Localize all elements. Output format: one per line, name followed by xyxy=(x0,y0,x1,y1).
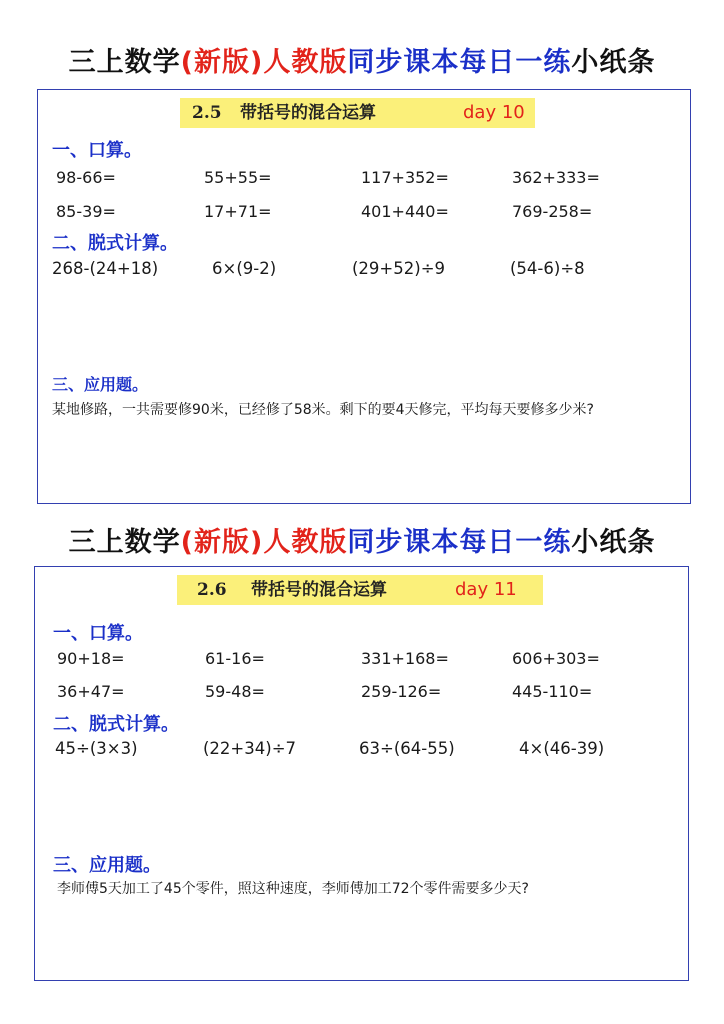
sheet-title-2 xyxy=(0,520,724,559)
section-word-problem-heading: 三、应用题。 xyxy=(53,855,161,876)
calc-expression: (54-6)÷8 xyxy=(510,259,585,278)
section-word-problem-heading: 三、应用题。 xyxy=(52,375,149,394)
lesson-number: 2.6 xyxy=(197,580,227,600)
title-part-edition: (新版)人教版 xyxy=(180,527,348,558)
calc-expression: 63÷(64-55) xyxy=(359,739,455,758)
word-problem-text: 某地修路，一共需要修90米，已经修了58米。剩下的要4天修完，平均每天要修多少米? xyxy=(52,402,594,418)
oral-item: 36+47= xyxy=(57,682,125,701)
oral-item: 55+55= xyxy=(204,168,272,187)
oral-item: 61-16= xyxy=(205,649,265,668)
oral-item: 85-39= xyxy=(56,202,116,221)
worksheet-card-1 xyxy=(37,89,691,504)
section-oral-heading: 一、口算。 xyxy=(53,623,143,644)
calc-expression: (29+52)÷9 xyxy=(352,259,446,278)
calc-expression: 6×(9-2) xyxy=(212,259,277,278)
oral-item: 362+333= xyxy=(512,168,600,187)
calc-expression: 45÷(3×3) xyxy=(55,739,138,758)
calc-expression: (22+34)÷7 xyxy=(203,739,297,758)
lesson-topic: 带括号的混合运算 xyxy=(251,580,387,600)
section-calc-heading: 二、脱式计算。 xyxy=(52,233,178,254)
title-part-strip: 小纸条 xyxy=(571,527,656,558)
oral-item: 445-110= xyxy=(512,682,593,701)
oral-item: 117+352= xyxy=(361,168,449,187)
oral-item: 98-66= xyxy=(56,168,116,187)
oral-item: 17+71= xyxy=(204,202,272,221)
title-part-sync: 同步课本每日一练 xyxy=(347,47,572,78)
oral-item: 90+18= xyxy=(57,649,125,668)
oral-item: 769-258= xyxy=(512,202,593,221)
worksheet-card-2 xyxy=(34,566,689,981)
sheet-title-1 xyxy=(0,40,724,79)
title-part-grade: 三上数学 xyxy=(68,47,181,78)
oral-item: 259-126= xyxy=(361,682,442,701)
title-part-edition: (新版)人教版 xyxy=(180,47,348,78)
word-problem-text: 李师傅5天加工了45个零件，照这种速度，李师傅加工72个零件需要多少天? xyxy=(57,881,529,897)
lesson-number: 2.5 xyxy=(192,103,222,123)
title-part-sync: 同步课本每日一练 xyxy=(347,527,572,558)
oral-item: 59-48= xyxy=(205,682,265,701)
day-label: day 10 xyxy=(463,102,525,123)
section-oral-heading: 一、口算。 xyxy=(52,140,142,161)
oral-item: 401+440= xyxy=(361,202,449,221)
lesson-banner xyxy=(180,98,535,128)
calc-expression: 4×(46-39) xyxy=(519,739,605,758)
day-label: day 11 xyxy=(455,579,517,600)
oral-item: 606+303= xyxy=(512,649,600,668)
section-calc-heading: 二、脱式计算。 xyxy=(53,714,179,735)
calc-expression: 268-(24+18) xyxy=(52,259,159,278)
lesson-topic: 带括号的混合运算 xyxy=(240,103,376,123)
title-part-grade: 三上数学 xyxy=(68,527,181,558)
title-part-strip: 小纸条 xyxy=(571,47,656,78)
lesson-banner xyxy=(177,575,543,605)
oral-item: 331+168= xyxy=(361,649,449,668)
